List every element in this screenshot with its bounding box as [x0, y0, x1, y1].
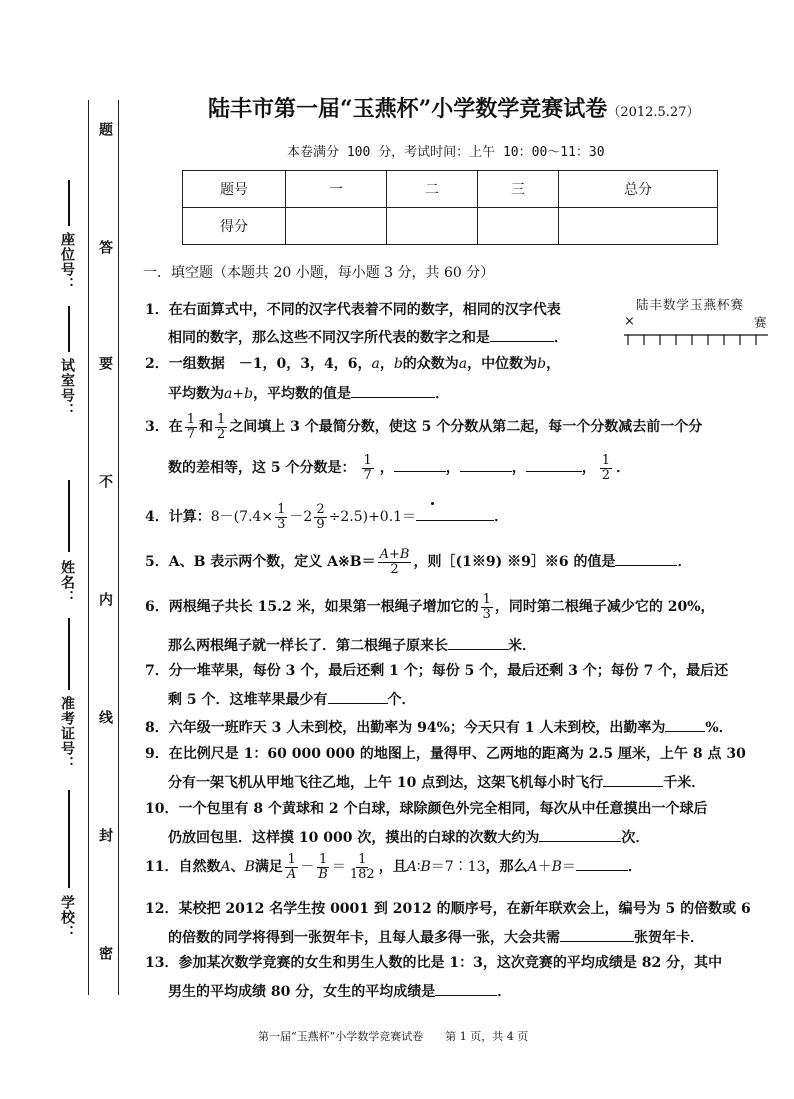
answer-blank-7[interactable]: [328, 688, 388, 704]
repeating-dot: [431, 502, 434, 505]
fraction-1-7: [185, 413, 197, 442]
footer-page: 第 1 页，共 4 页: [445, 1030, 529, 1043]
footer-title: 第一届“玉燕杯”小学数学竞赛试卷: [258, 1030, 424, 1043]
question-9-line-2: [168, 771, 705, 793]
score-table-cell: 题号: [183, 171, 286, 208]
seal-char-7: 封: [97, 828, 113, 842]
denominator: 2: [390, 561, 399, 577]
section-heading: 一．填空题（本题共 20 小题，每小题 3 分，共 60 分）: [143, 265, 495, 281]
field-school: 学校：: [59, 895, 75, 940]
question-2-line-2: [168, 382, 449, 404]
q9-text-b2: 千米．: [663, 775, 706, 791]
answer-blank-3b[interactable]: [460, 456, 512, 472]
var-a: a: [458, 356, 468, 372]
title-date: （2012.5.27）: [607, 105, 700, 120]
q2-period: ．: [435, 386, 450, 402]
q4-expr-3: ÷2.5)+0.1＝: [328, 509, 417, 525]
field-room-no-line: [68, 306, 70, 352]
answer-blank-10[interactable]: [539, 826, 621, 842]
q2-text-a2: 的众数为: [402, 356, 459, 372]
figure-multiply: ×: [624, 314, 635, 329]
question-6-line-2: [168, 634, 536, 656]
var-A: A: [220, 859, 231, 875]
q8-text: 8．六年级一班昨天 3 人未到校，出勤率为 94%；今天只有 1 人未到校，出勤率为: [145, 720, 666, 736]
numerator: A+B: [379, 546, 410, 562]
q2-text-b: 平均数为: [168, 386, 224, 402]
figure-top-row: 陆丰数学玉燕杯赛: [636, 297, 745, 312]
fraction-2-9: [314, 503, 326, 532]
fraction-1-7: [362, 454, 374, 483]
answer-blank-6[interactable]: [448, 634, 508, 650]
question-12-line-2: [168, 926, 704, 948]
numerator: 1: [277, 501, 286, 517]
question-8: [145, 716, 733, 738]
fraction-1-182: [348, 853, 377, 882]
score-table-score-row: [183, 208, 718, 245]
q3-period: ．: [616, 460, 631, 476]
numerator: 2: [316, 501, 325, 517]
denominator: 9: [316, 516, 325, 532]
numerator: 1: [482, 591, 491, 607]
q11-eq: ＝: [331, 859, 346, 875]
q2-text-b2: ，平均数的值是: [253, 386, 352, 402]
numerator: 1: [601, 452, 611, 468]
q3-comma: ，: [445, 460, 460, 476]
var-b: b: [244, 386, 254, 402]
q11-sum: A＋B＝: [527, 859, 576, 875]
fraction-1-A: [285, 853, 298, 882]
q12-text-b: 的倍数的同学将得到一张贺年卡，且每人最多得一张，大会共需: [168, 930, 560, 946]
field-exam-no-line: [68, 618, 70, 690]
seal-char-3: 要: [97, 356, 113, 370]
q4-expr-1: 8－(7.4×: [210, 509, 274, 525]
denominator: 3: [277, 516, 286, 532]
seal-char-5: 内: [97, 592, 113, 606]
denominator: 182: [349, 866, 375, 882]
answer-blank-12[interactable]: [560, 926, 634, 942]
numerator: 1: [186, 411, 196, 427]
q11-ratio: A∶B＝7∶13: [406, 859, 486, 875]
q13-period: ．: [497, 984, 512, 1000]
q1-text-a: 1．在右面算式中，不同的汉字代表着不同的数字，相同的汉字代表: [145, 302, 561, 318]
q3-comma: ，: [379, 460, 394, 476]
field-name: 姓名：: [59, 560, 75, 605]
q4-label: 4．计算：: [145, 509, 211, 525]
question-4: [145, 500, 508, 534]
q7-text-a: 7．分一堆苹果，每份 3 个，最后还剩 1 个；每份 5 个，最后还剩 3 个；每份 7 个，最后还: [145, 663, 729, 679]
question-7-line-1: [145, 661, 728, 681]
question-3-line-2: [168, 448, 630, 488]
q4-expr-2: －2: [289, 509, 313, 525]
answer-blank-3a[interactable]: [394, 456, 446, 472]
score-input-1[interactable]: [286, 208, 387, 245]
field-seat-no: 座位号：: [59, 232, 75, 292]
var-a: a: [371, 356, 380, 372]
fraction-a-plus-b-over-2: [378, 548, 412, 577]
question-13-line-1: [145, 953, 722, 973]
binding-line-right: [118, 100, 119, 995]
denominator: 2: [601, 467, 611, 483]
seal-char-1: 题: [97, 122, 113, 136]
numerator: 1: [217, 411, 226, 427]
question-2-line-1: [145, 354, 560, 374]
question-9-line-1: [145, 744, 746, 764]
q2-text-a: 2．一组数据 －1，0，3，4，6，: [145, 356, 372, 372]
exam-info: 本卷满分 100 分，考试时间：上午 10：00～11：30: [287, 145, 605, 160]
answer-blank-5[interactable]: [615, 550, 677, 566]
numerator: 1: [358, 851, 367, 867]
q5-text-a: 5．A、B 表示两个数，定义 A※B＝: [145, 554, 376, 570]
q3-text-b: 数的差相等，这 5 个分数是：: [168, 460, 356, 476]
seal-char-2: 答: [97, 240, 113, 254]
answer-blank-1[interactable]: [490, 326, 554, 342]
question-1-line-1: [145, 300, 561, 320]
q5-period: ．: [677, 554, 692, 570]
q10-text-b: 仍放回包里．这样摸 10 000 次，摸出的白球的次数大约为: [168, 830, 540, 846]
score-table: [182, 170, 718, 245]
numerator: 1: [287, 851, 296, 867]
answer-blank-9[interactable]: [603, 771, 663, 787]
answer-blank-13[interactable]: [435, 980, 497, 996]
denominator: 2: [217, 426, 226, 442]
answer-blank-8[interactable]: [665, 716, 705, 732]
q2-comma-end: ，: [546, 356, 561, 372]
q9-text-a: 9．在比例尺是 1：60 000 000 的地图上，量得甲、乙两地的距离为 2.5 厘米，上午 8 点 30: [145, 746, 746, 762]
q5-text-b: ，则［(1※9) ※9］※6 的值是: [413, 554, 616, 570]
q3-text-a1: 3．在: [145, 419, 183, 435]
var-b: b: [393, 356, 403, 372]
figure-answer-ticks: [622, 333, 772, 347]
question-10-line-1: [145, 799, 707, 819]
seal-char-8: 密: [97, 946, 113, 960]
q12-text-b2: 张贺年卡．: [634, 930, 704, 946]
score-input-3[interactable]: [478, 208, 559, 245]
q11-text-a: 11．自然数: [145, 859, 221, 875]
q3-text-a3: 之间填上 3 个最简分数，使这 5 个分数从第二起，每一个分数减去前一个分: [229, 419, 703, 435]
question-10-line-2: [168, 826, 649, 848]
score-table-cell: 得分: [183, 208, 286, 245]
score-table-cell: 二: [387, 171, 478, 208]
q11-sep: 、: [230, 859, 245, 875]
answer-blank-3c[interactable]: [526, 456, 582, 472]
denominator: B: [318, 866, 328, 882]
q2-plus: +: [232, 386, 245, 402]
q8-end: %．: [705, 720, 733, 736]
seal-char-6: 线: [97, 710, 113, 724]
question-1-line-2: [168, 326, 568, 348]
q11-period: ．: [627, 859, 642, 875]
q6-text-b2: 米．: [508, 638, 536, 654]
answer-blank-11[interactable]: [576, 855, 628, 871]
page-title: [208, 92, 699, 123]
question-11: [145, 850, 642, 884]
q6-text-b: 那么两根绳子就一样长了．第二根绳子原来长: [168, 638, 448, 654]
q11-text-b: 满足: [254, 859, 283, 875]
fraction-1-3: [481, 593, 493, 622]
q1-figure: [622, 295, 772, 350]
binding-line-left: [88, 100, 89, 995]
figure-right-char: 赛: [754, 315, 767, 330]
q2-text-a3: ，中位数为: [467, 356, 538, 372]
field-exam-no: 准考证号：: [59, 696, 75, 771]
question-5: [145, 545, 691, 579]
seal-char-4: 不: [97, 474, 113, 488]
question-12-line-1: [145, 899, 751, 919]
q11-text-c: ，且: [378, 859, 407, 875]
var-B: B: [244, 859, 255, 875]
q13-text-b: 男生的平均成绩 80 分，女生的平均成绩是: [168, 984, 436, 1000]
question-6-line-1: [145, 590, 715, 624]
fraction-1-3: [275, 503, 287, 532]
answer-blank-4[interactable]: [416, 505, 494, 521]
answer-blank-2[interactable]: [351, 382, 435, 398]
score-table-header-row: [183, 171, 718, 208]
denominator: 3: [482, 606, 491, 622]
q10-text-a: 10．一个包里有 8 个黄球和 2 个白球，球除颜色外完全相同，每次从中任意摸出一个球后: [145, 801, 708, 817]
q4-period: ．: [494, 509, 509, 525]
q2-comma: ，: [379, 356, 394, 372]
field-school-line: [68, 790, 70, 888]
denominator: A: [286, 866, 297, 882]
fraction-1-B: [316, 853, 330, 882]
q3-text-a2: 和: [199, 419, 214, 435]
q7-text-b: 剩 5 个．这堆苹果最少有: [168, 692, 328, 708]
fraction-1-2: [600, 454, 612, 483]
q6-text-a: 6．两根绳子共长 15.2 米，如果第一根绳子增加它的: [145, 599, 479, 615]
field-room-no: 试室号：: [59, 358, 75, 418]
q12-text-a: 12．某校把 2012 名学生按 0001 到 2012 的顺序号，在新年联欢会上，编号为 5 的倍数或 6: [145, 901, 751, 917]
q13-text-a: 13．参加某次数学竞赛的女生和男生人数的比是 1：3，这次竞赛的平均成绩是 82 分，其中: [145, 955, 723, 971]
q6-text-a2: ，同时第二根绳子减少它的 20%，: [494, 599, 715, 615]
q7-text-b2: 个．: [387, 692, 416, 708]
numerator: 1: [318, 851, 328, 867]
q3-comma: ，: [581, 460, 596, 476]
fraction-1-2: [215, 413, 227, 442]
page-footer: [258, 1028, 528, 1044]
field-name-line: [68, 480, 70, 552]
q1-text-b: 相同的数字，那么这些不同汉字所代表的数字之和是: [168, 330, 490, 346]
question-13-line-2: [168, 980, 511, 1002]
var-b: b: [537, 356, 547, 372]
q1-period: ．: [554, 330, 568, 346]
denominator: 7: [186, 426, 196, 442]
score-table-cell: 三: [478, 171, 559, 208]
field-seat-no-line: [68, 180, 70, 226]
score-table-cell: 总分: [559, 171, 718, 208]
var-a-plus-b: a: [224, 386, 233, 402]
q11-text-d: ，那么: [485, 859, 528, 875]
numerator: 1: [363, 452, 372, 468]
score-table-cell: 一: [286, 171, 387, 208]
title-text: 陆丰市第一届“玉燕杯”小学数学竞赛试卷: [208, 96, 608, 122]
q10-text-b2: 次．: [621, 830, 650, 846]
denominator: 7: [363, 467, 372, 483]
question-7-line-2: [168, 688, 416, 710]
q9-text-b: 分有一架飞机从甲地飞往乙地，上午 10 点到达，这架飞机每小时飞行: [168, 775, 604, 791]
score-input-total[interactable]: [559, 208, 718, 245]
question-3-line-1: [145, 410, 702, 444]
q3-comma: ，: [511, 460, 526, 476]
q11-minus: －: [300, 859, 315, 875]
score-input-2[interactable]: [387, 208, 478, 245]
